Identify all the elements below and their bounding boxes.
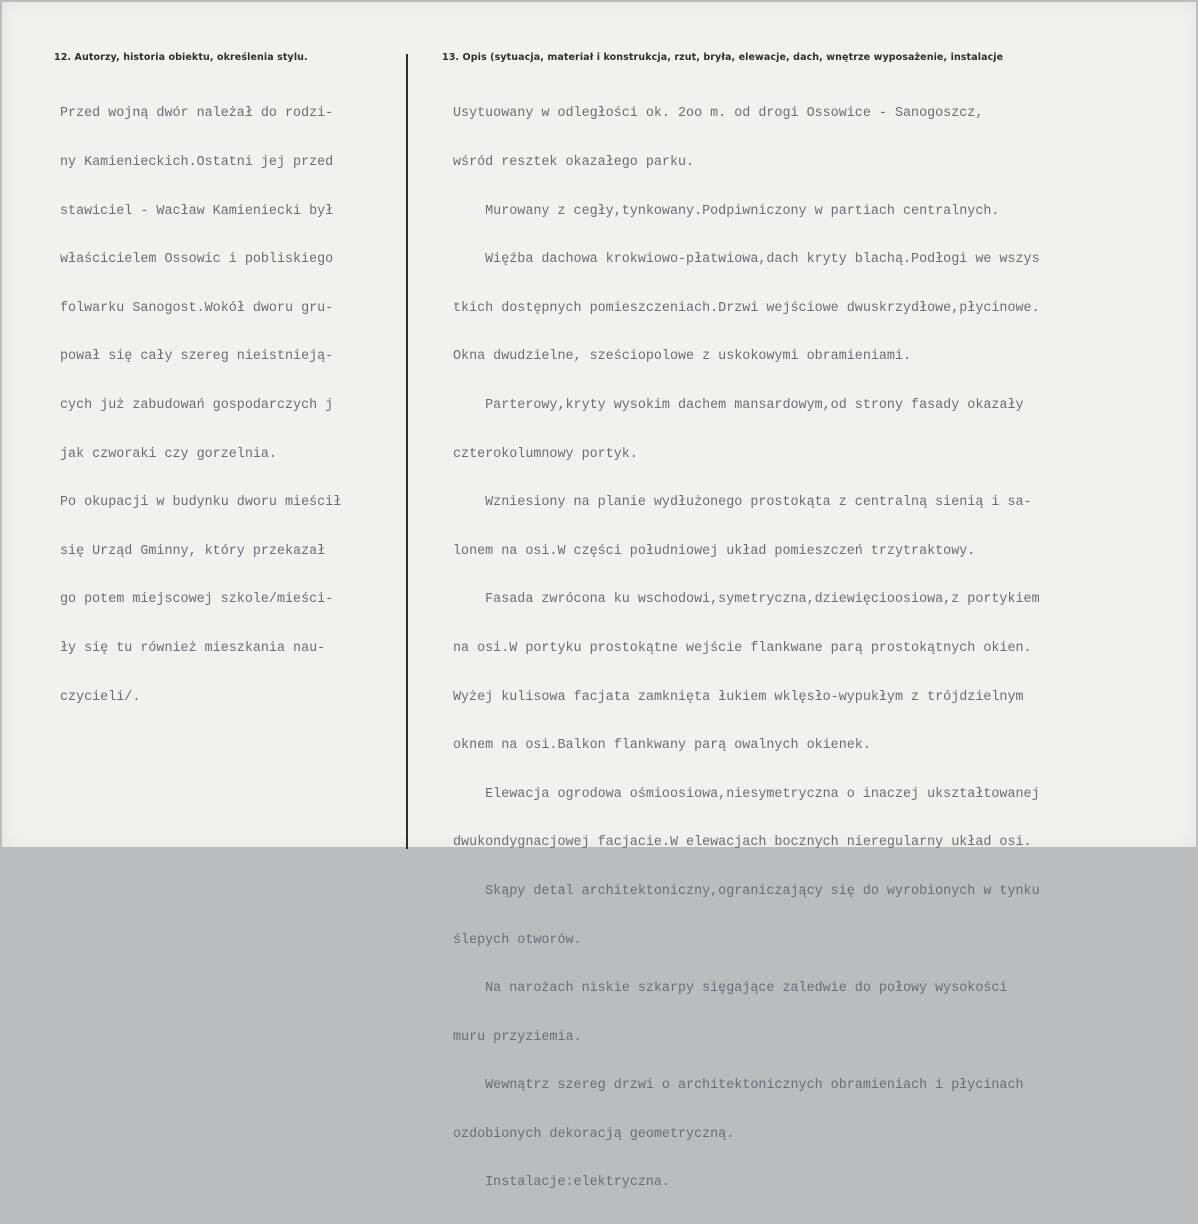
- text-line: czycieli/.: [60, 689, 141, 705]
- text-line: ny Kamienieckich.Ostatni jej przed: [60, 155, 334, 170]
- text-line: Na narożach niskie szkarpy sięgające zaledwie do połowy wysokości: [453, 981, 1008, 997]
- section-12-text: [60, 74, 341, 738]
- text-line: pował się cały szereg nieistnieją-: [60, 349, 334, 365]
- text-line: Przed wojną dwór należał do rodzi-: [60, 106, 334, 122]
- text-line: Po okupacji w budynku dworu mieścił: [60, 495, 342, 511]
- column-divider: [406, 54, 408, 849]
- text-line: Wewnątrz szereg drzwi o architektonicznych obramieniach i płycinach: [453, 1078, 1024, 1094]
- text-line: Instalacje:elektryczna.: [453, 1175, 670, 1191]
- text-line: Parterowy,kryty wysokim dachem mansardowym,od strony fasady okazały: [453, 397, 1024, 413]
- text-line: folwarku Sanogost.Wokół dworu gru-: [60, 300, 334, 316]
- text-line: Wzniesiony na planie wydłużonego prostokąta z centralną sienią i sa-: [453, 495, 1032, 511]
- text-line: wśród resztek okazałego parku.: [453, 155, 695, 170]
- text-line: lonem na osi.W części południowej układ pomieszczeń trzytraktowy.: [453, 543, 976, 559]
- text-line: Murowany z cegły,tynkowany.Podpiwniczony w partiach centralnych.: [453, 203, 1000, 219]
- text-line: Wyżej kulisowa facjata zamknięta łukiem wklęsło-wypukłym z trójdzielnym: [453, 689, 1024, 705]
- text-line: Elewacja ogrodowa ośmioosiowa,niesymetryczna o inaczej ukształtowanej: [453, 786, 1040, 802]
- text-line: stawiciel - Wacław Kamieniecki był: [60, 203, 334, 219]
- text-line: Usytuowany w odległości ok. 2oo m. od drogi Ossowice - Sanogoszcz,: [453, 106, 984, 122]
- section-12-heading: 12. Autorzy, historia obiektu, określenia stylu.: [54, 52, 308, 63]
- text-line: ły się tu również mieszkania nau-: [60, 640, 326, 656]
- text-line: Okna dwudzielne, sześciopolowe z uskokowymi obramieniami.: [453, 349, 912, 365]
- text-line: dwukondygnacjowej facjacie.W elewacjach bocznych nieregularny układ osi.: [453, 835, 1032, 851]
- text-line: się Urząd Gminny, który przekazał: [60, 543, 326, 559]
- text-line: Fasada zwrócona ku wschodowi,symetryczna,dziewięcioosiowa,z portykiem: [453, 592, 1040, 608]
- text-line: muru przyziemia.: [453, 1029, 582, 1045]
- section-13-heading: 13. Opis (sytuacja, materiał i konstrukcja, rzut, bryła, elewacje, dach, wnętrze wyposażenie, instalacje: [442, 52, 1004, 63]
- text-line: właścicielem Ossowic i pobliskiego: [60, 252, 334, 268]
- text-line: czterokolumnowy portyk.: [453, 446, 638, 462]
- text-line: oknem na osi.Balkon flankwany parą owalnych okienek.: [453, 738, 871, 754]
- section-13-text: [453, 74, 1040, 1224]
- document-sheet: [2, 2, 1196, 1191]
- text-line: go potem miejscowej szkole/mieści-: [60, 592, 334, 608]
- text-line: Więźba dachowa krokwiowo-płatwiowa,dach kryty blachą.Podłogi we wszys: [453, 252, 1040, 268]
- text-line: ślepych otworów.: [453, 932, 582, 948]
- text-line: ozdobionych dekoracją geometryczną.: [453, 1126, 735, 1142]
- text-line: jak czworaki czy gorzelnia.: [60, 446, 277, 462]
- text-line: tkich dostępnych pomieszczeniach.Drzwi wejściowe dwuskrzydłowe,płycinowe.: [453, 300, 1040, 316]
- text-line: Skąpy detal architektoniczny,ograniczający się do wyrobionych w tynku: [453, 883, 1040, 899]
- text-line: na osi.W portyku prostokątne wejście flankwane parą prostokątnych okien.: [453, 640, 1032, 656]
- text-line: cych już zabudowań gospodarczych j: [60, 397, 334, 413]
